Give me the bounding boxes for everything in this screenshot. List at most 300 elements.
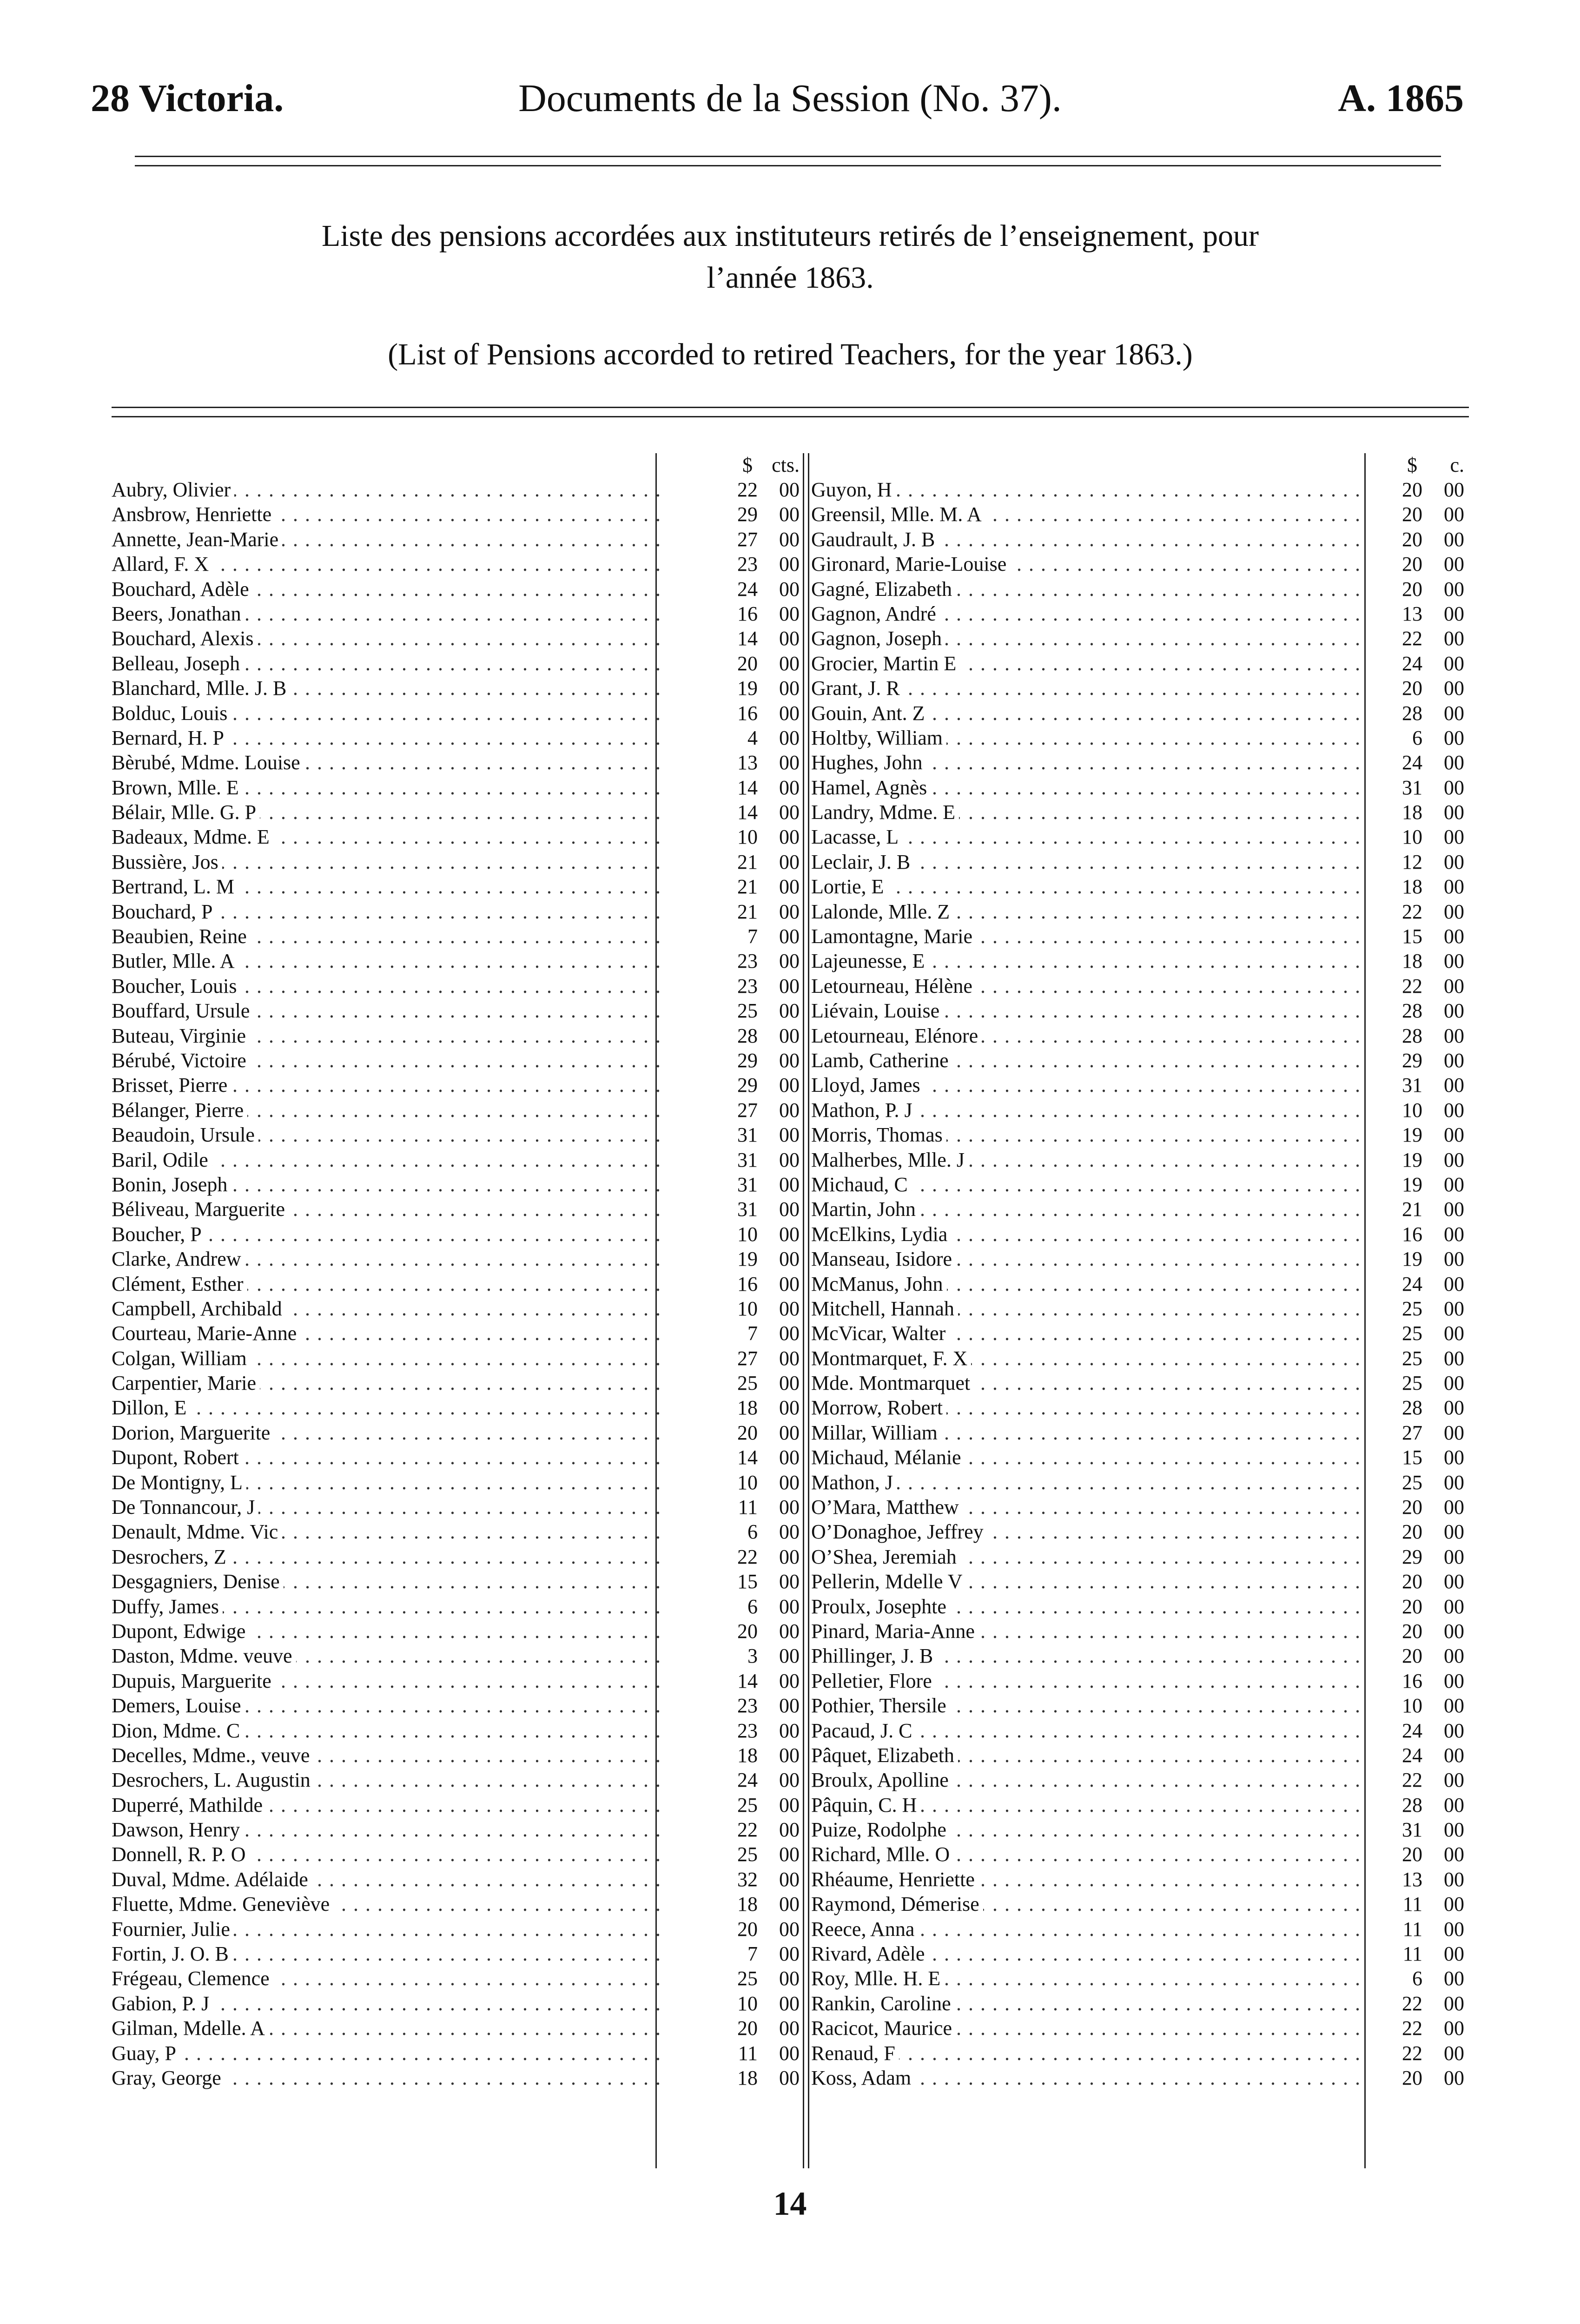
amount-cents: 00 [779,726,800,749]
pension-amount [660,1519,804,1544]
table-row [811,477,1469,502]
amount-dollars: 31 [737,1198,758,1221]
amount-cents: 00 [1444,1992,1464,2015]
amount-cents: 00 [779,1719,800,1742]
pension-amount [660,1321,804,1346]
table-row [112,2016,804,2040]
pension-amount [660,1594,804,1619]
pensioner-name: Gagnon, André . . . [811,601,1367,626]
amount-dollars: 14 [737,1446,758,1469]
pensioner-name: Pacaud, J. C . . . [811,1718,1367,1743]
amount-cents: 00 [1444,801,1464,824]
pension-amount [660,651,804,676]
pensioner-name: Bertrand, L. M . . . [112,874,660,899]
pensioner-name: Hamel, Agnès . . . [811,775,1367,800]
table-row [112,1619,804,1644]
pension-amount [660,1247,804,1271]
pension-amount [1367,1519,1469,1544]
pensioner-name: Gironard, Marie-Louise . . . [811,552,1367,576]
amount-cents: 00 [779,1619,800,1643]
pensioner-name: Bouchard, P . . . [112,899,660,924]
table-row [112,1321,804,1346]
amount-dollars: 6 [747,1520,758,1544]
table-row [112,800,804,825]
pension-amount [1367,998,1469,1023]
amount-dollars: 18 [737,2067,758,2089]
amount-dollars: 20 [737,1917,758,1941]
pension-amount [1367,2041,1469,2066]
pension-amount [1367,1197,1469,1221]
pensioner-name: Daston, Mdme. veuve . . . [112,1644,660,1668]
amount-dollars: 24 [1402,1719,1422,1742]
pensioner-name: Beaudoin, Ursule . . . [112,1122,660,1147]
pension-amount [660,874,804,899]
table-row [811,1197,1469,1221]
amount-cents: 00 [1444,1446,1464,1469]
amount-cents: 00 [779,1248,800,1271]
amount-cents: 00 [1444,677,1464,700]
amount-dollars: 24 [1402,1272,1422,1295]
table-row [811,1321,1469,1346]
table-row [811,1148,1469,1172]
pension-amount [1367,626,1469,651]
pensioner-name: Pâquet, Elizabeth . . . [811,1743,1367,1768]
pension-amount [660,2016,804,2040]
pensioner-name: Mathon, J . . . [811,1470,1367,1495]
amount-cents: 00 [1444,1471,1464,1494]
amount-cents: 00 [1444,1074,1464,1097]
table-row [811,1917,1469,1941]
table-row [112,1519,804,1544]
amount-dollars: 14 [737,801,758,824]
amount-dollars: 6 [1412,1967,1422,1990]
amount-dollars: 22 [1402,1769,1422,1792]
pension-amount [660,1272,804,1296]
amount-dollars: 20 [737,1619,758,1643]
pensioner-name: Fortin, J. O. B . . . [112,1941,660,1966]
amount-dollars: 18 [737,1396,758,1419]
pension-amount [1367,1420,1469,1445]
amount-dollars: 20 [1402,677,1422,700]
amount-cents: 00 [779,1198,800,1221]
pensioner-name: Racicot, Maurice . . . [811,2016,1367,2040]
pensioner-name: Michaud, C . . . [811,1172,1367,1197]
pension-table [112,453,1469,2168]
pension-amount [1367,1693,1469,1718]
pension-amount [1367,1247,1469,1271]
amount-cents: 00 [779,1545,800,1568]
amount-cents: 00 [779,701,800,725]
table-row [811,1346,1469,1371]
pension-amount [1367,825,1469,849]
amount-cents: 00 [779,825,800,849]
pension-amount [1367,1148,1469,1172]
pensioner-name: Dorion, Marguerite . . . [112,1420,660,1445]
pensioner-name: Pothier, Thersile . . . [811,1693,1367,1718]
pensioner-name: O’Donaghoe, Jeffrey . . . [811,1519,1367,1544]
pensioner-name: Desrochers, L. Augustin . . . [112,1768,660,1792]
amount-cents: 00 [1444,1322,1464,1345]
amount-dollars: 25 [737,999,758,1023]
table-row [811,1892,1469,1916]
pensioner-name: Reece, Anna . . . [811,1917,1367,1941]
pension-amount [1367,1594,1469,1619]
amount-cents: 00 [1444,1545,1464,1568]
table-row [811,1420,1469,1445]
amount-dollars: 20 [1402,577,1422,601]
table-row [811,527,1469,552]
amount-dollars: 11 [1402,1893,1422,1916]
amount-cents: 00 [779,1322,800,1345]
pensioner-name: Gabion, P. J . . . [112,1991,660,2016]
pensioner-name: Lacasse, L . . . [811,825,1367,849]
amount-cents: 00 [1444,1396,1464,1419]
amount-dollars: 19 [737,1248,758,1271]
table-row [811,2066,1469,2090]
table-row [112,924,804,949]
amount-dollars: 7 [747,1322,758,1345]
table-row [112,502,804,527]
amount-cents: 00 [779,1396,800,1419]
pensioner-name: Bélair, Mlle. G. P . . . [112,800,660,825]
table-row [811,1545,1469,1569]
amount-dollars: 23 [737,553,758,576]
pensioner-name: Duperré, Mathilde . . . [112,1793,660,1817]
pension-amount [1367,1669,1469,1693]
table-row [811,726,1469,750]
table-row [112,1172,804,1197]
amount-dollars: 25 [1402,1297,1422,1320]
amount-dollars: 13 [1402,1868,1422,1891]
pension-amount [1367,1395,1469,1420]
pension-amount [660,1669,804,1693]
amount-cents: 00 [779,577,800,601]
pension-amount [660,1122,804,1147]
pensioner-name: Grant, J. R . . . [811,676,1367,700]
amount-cents: 00 [779,1992,800,2015]
table-row [811,1768,1469,1792]
amount-cents: 00 [779,503,800,526]
table-row [811,1619,1469,1644]
amount-dollars: 27 [737,1347,758,1370]
amount-cents: 00 [1444,1248,1464,1271]
table-row [112,1966,804,1991]
pensioner-name: Desrochers, Z . . . [112,1545,660,1569]
pension-amount [1367,1346,1469,1371]
pensioner-name: Brown, Mlle. E . . . [112,775,660,800]
amount-cents: 00 [779,1644,800,1668]
table-row [811,701,1469,726]
amount-cents: 00 [1444,950,1464,973]
amount-dollars: 24 [1402,751,1422,774]
pensioner-name: Bernard, H. P . . . [112,726,660,750]
pension-amount [660,1644,804,1668]
pension-amount [1367,1569,1469,1594]
amount-dollars: 6 [747,1595,758,1618]
left-column [112,453,804,2090]
amount-dollars: 20 [1402,478,1422,501]
amount-cents: 00 [779,1496,800,1519]
pensioner-name: Gaudrault, J. B . . . [811,527,1367,552]
table-row [811,502,1469,527]
pensioner-name: McElkins, Lydia . . . [811,1222,1367,1247]
amount-dollars: 25 [737,1967,758,1990]
table-row [811,1371,1469,1395]
amount-dollars: 16 [1402,1669,1422,1692]
pensioner-name: Pâquin, C. H . . . [811,1793,1367,1817]
amount-dollars: 20 [1402,1496,1422,1519]
amount-cents: 00 [1444,1793,1464,1816]
amount-cents: 00 [1444,751,1464,774]
pension-amount [1367,924,1469,949]
amount-cents: 00 [779,801,800,824]
table-row [811,1644,1469,1668]
amount-cents: 00 [1444,2017,1464,2040]
amount-cents: 00 [1444,528,1464,551]
table-row [811,1793,1469,1817]
table-row [112,1644,804,1668]
left-unit-row [112,453,804,477]
pension-amount [660,1371,804,1395]
pension-amount [660,1718,804,1743]
amount-dollars: 20 [1402,1644,1422,1668]
table-row [112,1693,804,1718]
amount-dollars: 15 [1402,925,1422,948]
amount-cents: 00 [779,528,800,551]
pension-amount [660,1495,804,1519]
pensioner-name: O’Mara, Matthew . . . [811,1495,1367,1519]
amount-cents: 00 [1444,577,1464,601]
amount-dollars: 22 [1402,627,1422,650]
table-row [112,874,804,899]
amount-cents: 00 [779,1471,800,1494]
amount-cents: 00 [779,1421,800,1444]
pension-amount [1367,874,1469,899]
amount-cents: 00 [1444,1893,1464,1916]
pensioner-name: Rhéaume, Henriette . . . [811,1867,1367,1892]
table-row [811,1867,1469,1892]
amount-cents: 00 [1444,1198,1464,1221]
table-row [112,1569,804,1594]
pension-amount [660,1172,804,1197]
table-row [811,1048,1469,1073]
amount-cents: 00 [1444,1694,1464,1717]
amount-dollars: 10 [1402,825,1422,849]
amount-cents: 00 [779,1570,800,1593]
table-row [112,1371,804,1395]
pension-amount [660,1222,804,1247]
amount-cents: 00 [1444,1123,1464,1147]
table-row [112,1247,804,1271]
amount-cents: 00 [1444,925,1464,948]
amount-dollars: 31 [1402,1818,1422,1842]
header-rule-bottom [135,165,1441,166]
amount-dollars: 13 [737,751,758,774]
table-row [811,1247,1469,1271]
amount-cents: 00 [779,1595,800,1618]
amount-cents: 00 [1444,1967,1464,1990]
pensioner-name: Millar, William . . . [811,1420,1367,1445]
table-row [811,676,1469,700]
table-row [811,899,1469,924]
table-row [811,1172,1469,1197]
pensioner-name: McVicar, Walter . . . [811,1321,1367,1346]
pensioner-name: De Montigny, L . . . [112,1470,660,1495]
amount-cents: 00 [1444,1769,1464,1792]
pensioner-name: Landry, Mdme. E . . . [811,800,1367,825]
amount-dollars: 16 [1402,1222,1422,1246]
amount-dollars: 22 [1402,1992,1422,2015]
pensioner-name: Duval, Mdme. Adélaide . . . [112,1867,660,1892]
pension-amount [1367,2016,1469,2040]
amount-cents: 00 [1444,825,1464,849]
pensioner-name: Pinard, Maria-Anne . . . [811,1619,1367,1644]
amount-dollars: 22 [1402,900,1422,923]
amount-dollars: 13 [1402,602,1422,625]
pension-amount [660,1941,804,1966]
amount-dollars: 18 [1402,950,1422,973]
pensioner-name: Bèrubé, Mdme. Louise . . . [112,750,660,775]
amount-dollars: 21 [737,875,758,898]
amount-cents: 00 [1444,1818,1464,1842]
table-row [112,1023,804,1048]
pensioner-name: Desgagniers, Denise . . . [112,1569,660,1594]
amount-cents: 00 [1444,1868,1464,1891]
table-row [112,1470,804,1495]
amount-dollars: 28 [1402,701,1422,725]
pension-amount [1367,974,1469,998]
amount-cents: 00 [779,1074,800,1097]
pensioner-name: Campbell, Archibald . . . [112,1296,660,1321]
pensioner-name: Baril, Odile . . . [112,1148,660,1172]
table-row [112,601,804,626]
table-row [112,701,804,726]
pension-amount [660,825,804,849]
pensioner-name: Pelletier, Flore . . . [811,1669,1367,1693]
table-row [112,1917,804,1941]
pensioner-name: Mathon, P. J . . . [811,1098,1367,1122]
pensioner-name: Courteau, Marie-Anne . . . [112,1321,660,1346]
table-row [811,1519,1469,1544]
amount-cents: 00 [1444,1297,1464,1320]
amount-cents: 00 [1444,1669,1464,1692]
table-row [112,1594,804,1619]
pensioner-name: Donnell, R. P. O . . . [112,1842,660,1867]
amount-dollars: 28 [1402,1024,1422,1047]
amount-cents: 00 [1444,1421,1464,1444]
amount-dollars: 29 [1402,1545,1422,1568]
amount-dollars: 19 [1402,1148,1422,1171]
amount-cents: 00 [1444,2067,1464,2089]
pension-amount [660,1917,804,1941]
amount-dollars: 22 [737,478,758,501]
amount-cents: 00 [1444,602,1464,625]
amount-cents: 00 [1444,1496,1464,1519]
pension-amount [660,1892,804,1916]
amount-dollars: 10 [1402,1694,1422,1717]
amount-cents: 00 [779,2017,800,2040]
left-dollar-unit: $ [742,454,753,476]
pension-amount [1367,899,1469,924]
pensioner-name: Holtby, William . . . [811,726,1367,750]
pensioner-name: Gagnon, Joseph . . . [811,626,1367,651]
pension-amount [660,1793,804,1817]
table-row [112,1793,804,1817]
pension-amount [1367,1048,1469,1073]
pension-amount [660,899,804,924]
pensioner-name: Greensil, Mlle. M. A . . . [811,502,1367,527]
right-dollar-unit: $ [1407,454,1417,476]
pensioner-name: Gray, George . . . [112,2066,660,2090]
pensioner-name: Bouffard, Ursule . . . [112,998,660,1023]
table-row [112,1346,804,1371]
pensioner-name: Pellerin, Mdelle V . . . [811,1569,1367,1594]
amount-cents: 00 [1444,478,1464,501]
amount-dollars: 14 [737,1669,758,1692]
table-row [811,949,1469,973]
amount-dollars: 18 [737,1893,758,1916]
amount-dollars: 29 [737,1049,758,1072]
amount-dollars: 24 [737,577,758,601]
amount-cents: 00 [779,1173,800,1196]
pension-amount [1367,1321,1469,1346]
pensioner-name: Gouin, Ant. Z . . . [811,701,1367,726]
amount-cents: 00 [779,1520,800,1544]
amount-cents: 00 [1444,1619,1464,1643]
amount-dollars: 16 [737,602,758,625]
amount-dollars: 18 [1402,875,1422,898]
center-divider-2 [808,453,809,2168]
amount-cents: 00 [1444,652,1464,675]
amount-dollars: 12 [1402,850,1422,873]
pension-amount [1367,850,1469,874]
header-right: A. 1865 [1338,77,1464,120]
table-row [112,1122,804,1147]
amount-dollars: 25 [737,1372,758,1395]
table-row [811,1296,1469,1321]
amount-dollars: 15 [737,1570,758,1593]
amount-dollars: 25 [1402,1372,1422,1395]
amount-dollars: 11 [1402,1917,1422,1941]
amount-dollars: 23 [737,974,758,997]
pension-amount [1367,1991,1469,2016]
table-row [811,1743,1469,1768]
amount-dollars: 19 [1402,1123,1422,1147]
pension-amount [1367,1743,1469,1768]
amount-cents: 00 [779,776,800,799]
pension-amount [1367,1470,1469,1495]
table-row [811,825,1469,849]
amount-cents: 00 [779,652,800,675]
amount-dollars: 6 [1412,726,1422,749]
pension-amount [1367,676,1469,700]
table-rule-bottom [112,416,1469,417]
pension-amount [1367,1842,1469,1867]
pension-amount [1367,1718,1469,1743]
pension-amount [1367,552,1469,576]
table-row [112,1545,804,1569]
pensioner-name: Grocier, Martin E . . . [811,651,1367,676]
amount-cents: 00 [1444,726,1464,749]
pension-amount [1367,477,1469,502]
amount-cents: 00 [1444,1272,1464,1295]
amount-cents: 00 [1444,1148,1464,1171]
table-row [112,2066,804,2090]
table-row [811,998,1469,1023]
pension-amount [660,800,804,825]
amount-dollars: 25 [737,1793,758,1816]
table-row [112,1445,804,1470]
